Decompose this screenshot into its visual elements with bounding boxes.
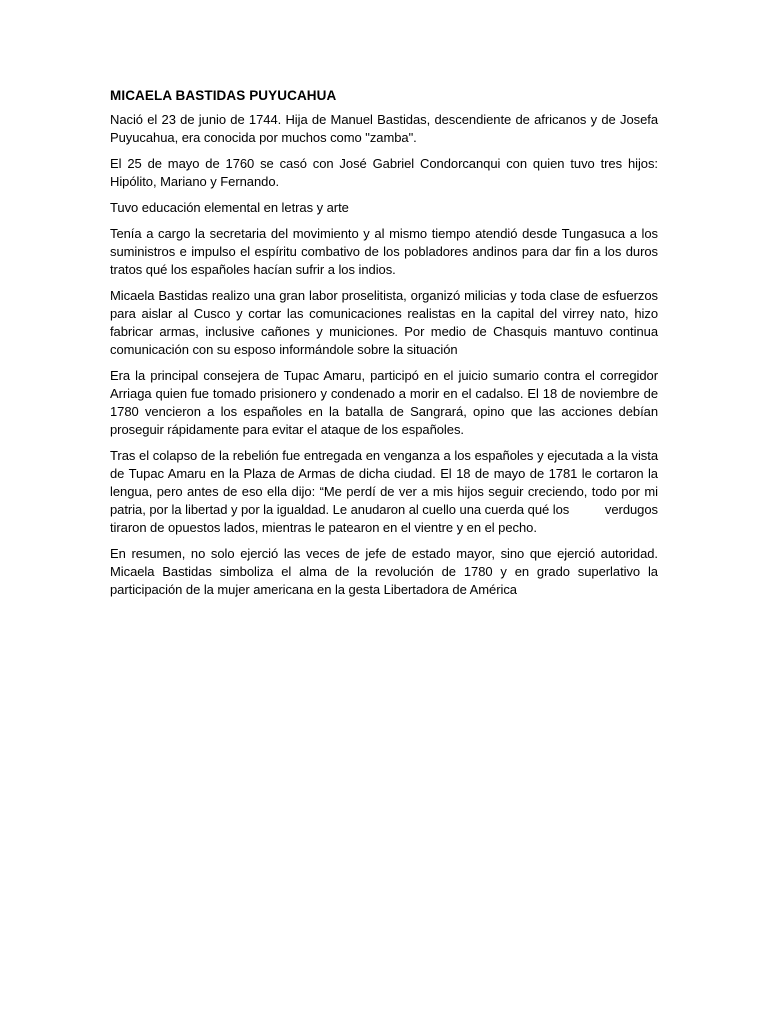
paragraph-summary: En resumen, no solo ejerció las veces de jefe de estado mayor, sino que ejerció autoridad. Micaela Bastidas simboliza el alma de la revolución de 1780 y en grado superlativo la participación de la mujer americana en la gesta Libertadora de América xyxy=(110,546,658,597)
paragraph-secretary: Tenía a cargo la secretaria del movimiento y al mismo tiempo atendió desde Tungasuca a los suministros e impulso el espíritu combativo de los pobladores andinos para dar fin a los duros tratos qué los españoles hacían sufrir a los indios. xyxy=(110,226,658,277)
paragraph-education: Tuvo educación elemental en letras y arte xyxy=(110,200,349,215)
paragraph-counselor: Era la principal consejera de Tupac Amaru, participó en el juicio sumario contra el corregidor Arriaga quien fue tomado prisionero y condenado a morir en el cadalso. El 18 de noviembre de 1780 vencieron a los españoles en la batalla de Sangrará, opino que las acciones debían proseguir rápidamente para evitar el ataque de los españoles. xyxy=(110,368,658,437)
document-title: MICAELA BASTIDAS PUYUCAHUA xyxy=(110,88,337,103)
paragraph-proselytism: Micaela Bastidas realizo una gran labor proselitista, organizó milicias y toda clase de esfuerzos para aislar al Cusco y cortar las comunicaciones realistas en la capital del virrey nato, hizo fabricar armas, inclusive cañones y municiones. Por medio de Chasquis mantuvo continua comunicación con su esposo informándole sobre la situación xyxy=(110,288,658,357)
paragraph-marriage: El 25 de mayo de 1760 se casó con José Gabriel Condorcanqui con quien tuvo tres hijos: Hipólito, Mariano y Fernando. xyxy=(110,156,658,189)
paragraph-execution: Tras el colapso de la rebelión fue entregada en venganza a los españoles y ejecutada a la vista de Tupac Amaru en la Plaza de Armas de dicha ciudad. El 18 de mayo de 1781 le cortaron la lengua, pero antes de eso ella dijo: “Me perdí de ver a mis hijos seguir creciendo, todo por mi patria, por la libertad y por la igualdad. Le anudaron al cuello una cuerda qué los verdugos tiraron de opuestos lados, mientras le patearon en el vientre y en el pecho. xyxy=(110,448,662,535)
paragraph-birth: Nació el 23 de junio de 1744. Hija de Manuel Bastidas, descendiente de africanos y de Josefa Puyucahua, era conocida por muchos como "zamba". xyxy=(110,112,658,145)
